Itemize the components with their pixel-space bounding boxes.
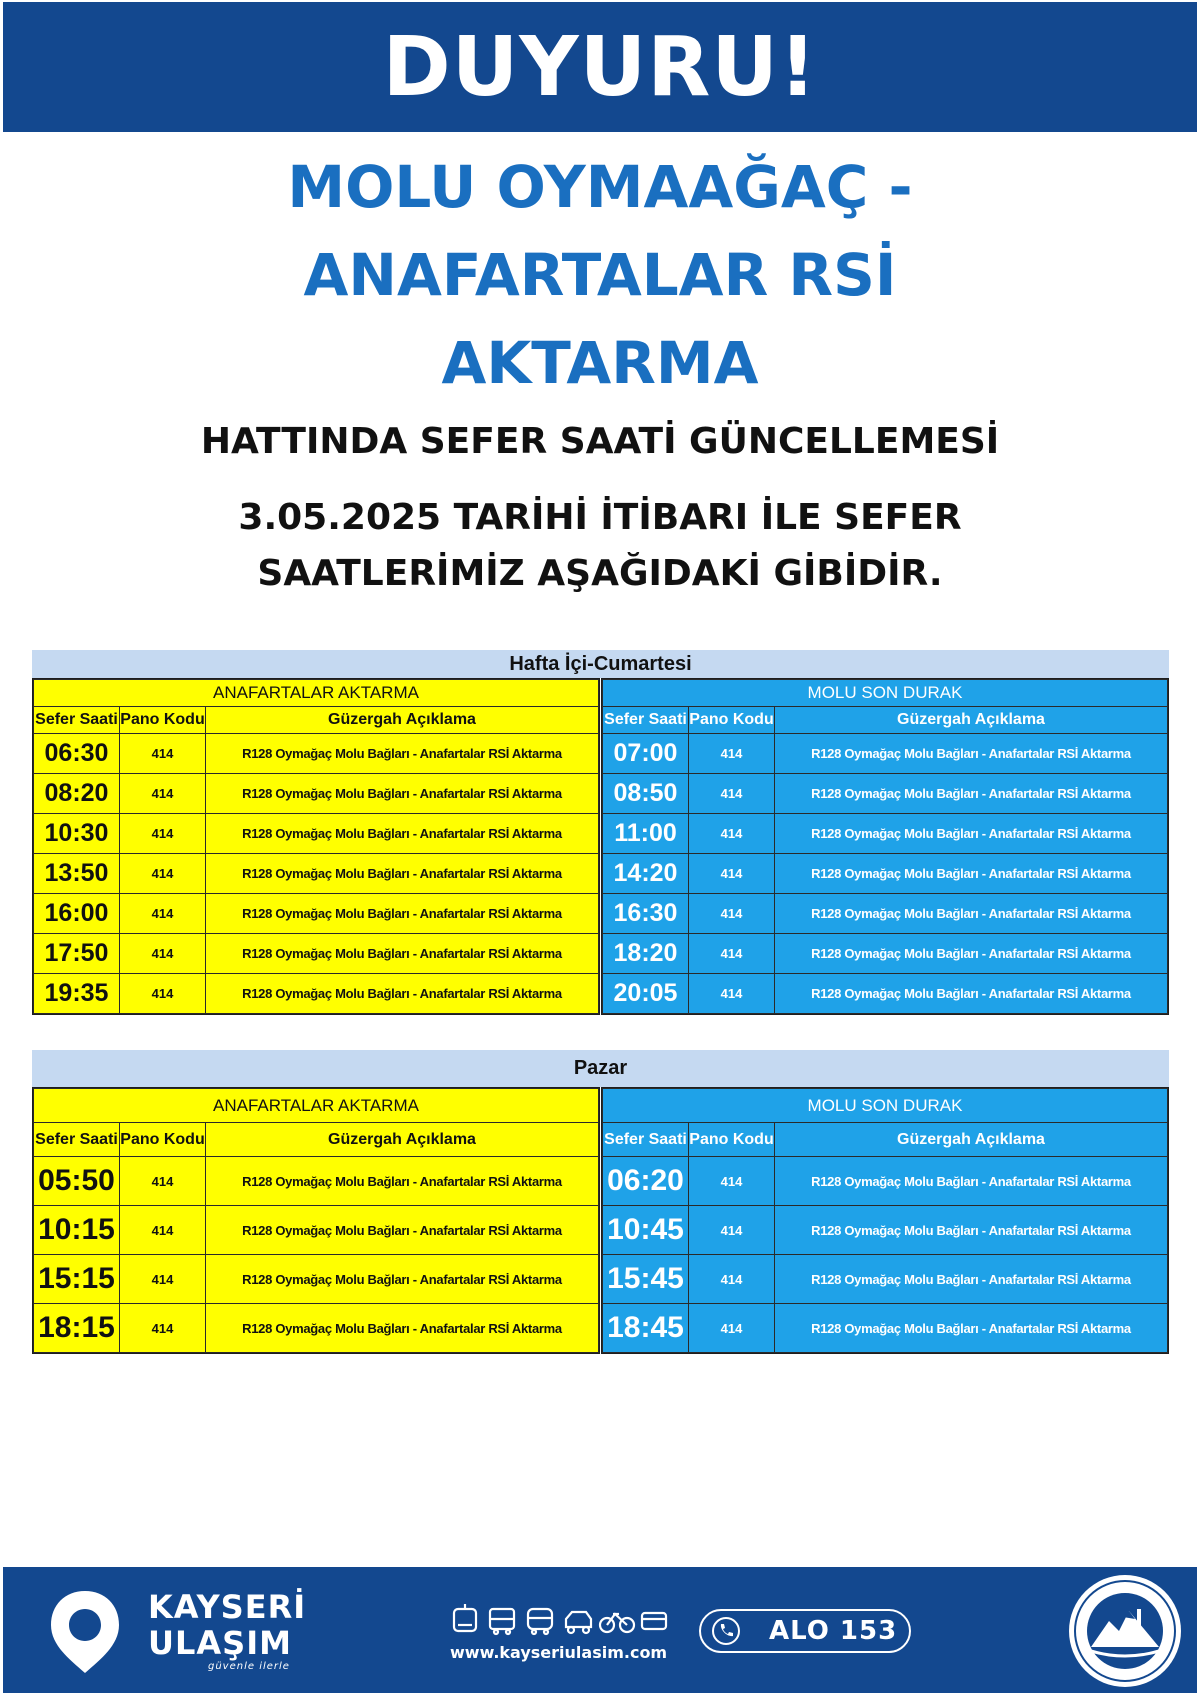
board-code: 414	[689, 974, 775, 1014]
route-description: R128 Oymağaç Molu Bağları - Anafartalar RSİ Aktarma	[206, 1157, 599, 1206]
table-row	[34, 854, 599, 894]
route-description: R128 Oymağaç Molu Bağları - Anafartalar RSİ Aktarma	[206, 1255, 599, 1304]
route-title-line-2: ANAFARTALAR RSİ	[303, 241, 897, 309]
table-row	[34, 894, 599, 934]
departure-time: 07:00	[603, 734, 689, 774]
code-column-header: Pano Kodu	[689, 1123, 775, 1157]
day-label: Hafta İçi-Cumartesi	[32, 650, 1169, 678]
departure-time: 14:20	[603, 854, 689, 894]
route-description: R128 Oymağaç Molu Bağları - Anafartalar RSİ Aktarma	[206, 1206, 599, 1255]
day-label: Pazar	[32, 1050, 1169, 1087]
anafartalar-direction-table	[32, 678, 600, 1015]
effective-date-line-2: SAATLERİMİZ AŞAĞIDAKİ GİBİDİR.	[257, 553, 943, 594]
board-code: 414	[120, 814, 206, 854]
time-column-header: Sefer Saati	[34, 1123, 120, 1157]
route-description: R128 Oymağaç Molu Bağları - Anafartalar RSİ Aktarma	[206, 974, 599, 1014]
departure-time: 18:45	[603, 1304, 689, 1353]
table-row	[603, 1255, 1168, 1304]
board-code: 414	[689, 1157, 775, 1206]
board-code: 414	[120, 894, 206, 934]
departure-time: 06:30	[34, 734, 120, 774]
table-row	[603, 734, 1168, 774]
departure-time: 06:20	[603, 1157, 689, 1206]
departure-time: 10:45	[603, 1206, 689, 1255]
departure-time: 15:45	[603, 1255, 689, 1304]
table-row	[603, 774, 1168, 814]
departure-time: 10:15	[34, 1206, 120, 1255]
update-subtitle: HATTINDA SEFER SAATİ GÜNCELLEMESİ	[200, 421, 1000, 462]
hotline-number: ALO 153	[769, 1616, 898, 1646]
route-column-header: Güzergah Açıklama	[775, 707, 1168, 734]
route-description: R128 Oymağaç Molu Bağları - Anafartalar RSİ Aktarma	[775, 1255, 1168, 1304]
tram-icon	[454, 1604, 476, 1631]
table-row	[34, 1157, 599, 1206]
route-column-header: Güzergah Açıklama	[775, 1123, 1168, 1157]
board-code: 414	[120, 734, 206, 774]
board-code: 414	[689, 1304, 775, 1353]
direction-title: ANAFARTALAR AKTARMA	[34, 680, 599, 707]
route-column-header: Güzergah Açıklama	[206, 707, 599, 734]
effective-date-note	[0, 490, 1200, 602]
board-code: 414	[120, 1157, 206, 1206]
route-description: R128 Oymağaç Molu Bağları - Anafartalar RSİ Aktarma	[206, 894, 599, 934]
table-row	[34, 1206, 599, 1255]
molu-direction-table	[601, 678, 1169, 1015]
brand-line-2: ULAŞIM	[148, 1624, 292, 1662]
board-code: 414	[120, 774, 206, 814]
anafartalar-direction-table	[32, 1087, 600, 1354]
departure-time: 18:15	[34, 1304, 120, 1353]
departure-time: 10:30	[34, 814, 120, 854]
sunday-schedule	[32, 1050, 1169, 1354]
website-link[interactable]: www.kayseriulasim.com	[450, 1643, 668, 1662]
direction-title: MOLU SON DURAK	[603, 680, 1168, 707]
board-code: 414	[689, 1255, 775, 1304]
route-description: R128 Oymağaç Molu Bağları - Anafartalar RSİ Aktarma	[775, 1304, 1168, 1353]
board-code: 414	[120, 1206, 206, 1255]
departure-time: 18:20	[603, 934, 689, 974]
route-description: R128 Oymağaç Molu Bağları - Anafartalar RSİ Aktarma	[775, 894, 1168, 934]
phone-icon	[711, 1616, 741, 1646]
board-code: 414	[689, 854, 775, 894]
announcement-banner	[3, 2, 1197, 132]
car-icon	[566, 1612, 591, 1633]
route-description: R128 Oymağaç Molu Bağları - Anafartalar RSİ Aktarma	[775, 814, 1168, 854]
table-row	[603, 974, 1168, 1014]
departure-time: 20:05	[603, 974, 689, 1014]
table-row	[34, 974, 599, 1014]
departure-time: 16:30	[603, 894, 689, 934]
route-title-line-1: MOLU OYMAAĞAÇ -	[287, 153, 913, 221]
table-row	[34, 734, 599, 774]
code-column-header: Pano Kodu	[120, 707, 206, 734]
bus-icon	[528, 1609, 552, 1634]
route-description: R128 Oymağaç Molu Bağları - Anafartalar RSİ Aktarma	[775, 774, 1168, 814]
table-row	[603, 854, 1168, 894]
time-column-header: Sefer Saati	[603, 707, 689, 734]
table-row	[603, 814, 1168, 854]
route-title-line-3: AKTARMA	[441, 329, 759, 397]
table-row	[34, 934, 599, 974]
table-row	[34, 774, 599, 814]
hotline-badge[interactable]	[699, 1609, 911, 1653]
effective-date-line-1: 3.05.2025 TARİHİ İTİBARI İLE SEFER	[238, 497, 962, 538]
brand-line-1: KAYSERİ	[148, 1588, 307, 1626]
transport-modes	[450, 1603, 670, 1637]
board-code: 414	[120, 1304, 206, 1353]
route-description: R128 Oymağaç Molu Bağları - Anafartalar RSİ Aktarma	[206, 774, 599, 814]
departure-time: 08:20	[34, 774, 120, 814]
table-row	[34, 1304, 599, 1353]
route-description: R128 Oymağaç Molu Bağları - Anafartalar RSİ Aktarma	[775, 854, 1168, 894]
route-description: R128 Oymağaç Molu Bağları - Anafartalar RSİ Aktarma	[775, 1157, 1168, 1206]
bicycle-icon	[600, 1614, 634, 1632]
route-description: R128 Oymağaç Molu Bağları - Anafartalar RSİ Aktarma	[775, 934, 1168, 974]
table-row	[603, 1206, 1168, 1255]
bus-icon	[490, 1609, 514, 1634]
direction-title: ANAFARTALAR AKTARMA	[34, 1089, 599, 1123]
route-title	[0, 143, 1200, 407]
departure-time: 13:50	[34, 854, 120, 894]
departure-time: 11:00	[603, 814, 689, 854]
route-description: R128 Oymağaç Molu Bağları - Anafartalar RSİ Aktarma	[206, 1304, 599, 1353]
weekday-schedule	[32, 650, 1169, 1015]
board-code: 414	[120, 934, 206, 974]
board-code: 414	[689, 734, 775, 774]
departure-time: 17:50	[34, 934, 120, 974]
board-code: 414	[689, 934, 775, 974]
board-code: 414	[120, 854, 206, 894]
board-code: 414	[689, 774, 775, 814]
kayseri-ulasim-logo-icon	[47, 1587, 123, 1675]
route-description: R128 Oymağaç Molu Bağları - Anafartalar RSİ Aktarma	[206, 934, 599, 974]
departure-time: 19:35	[34, 974, 120, 1014]
table-row	[603, 934, 1168, 974]
route-description: R128 Oymağaç Molu Bağları - Anafartalar RSİ Aktarma	[775, 1206, 1168, 1255]
board-code: 414	[689, 894, 775, 934]
table-row	[34, 1255, 599, 1304]
route-description: R128 Oymağaç Molu Bağları - Anafartalar RSİ Aktarma	[206, 734, 599, 774]
footer-bar	[3, 1567, 1197, 1693]
table-row	[603, 1157, 1168, 1206]
table-row	[603, 894, 1168, 934]
time-column-header: Sefer Saati	[603, 1123, 689, 1157]
departure-time: 16:00	[34, 894, 120, 934]
brand-tagline: güvenle ilerle	[208, 1661, 290, 1672]
route-description: R128 Oymağaç Molu Bağları - Anafartalar RSİ Aktarma	[206, 854, 599, 894]
code-column-header: Pano Kodu	[689, 707, 775, 734]
municipality-seal-icon	[1067, 1573, 1183, 1689]
code-column-header: Pano Kodu	[120, 1123, 206, 1157]
time-column-header: Sefer Saati	[34, 707, 120, 734]
route-description: R128 Oymağaç Molu Bağları - Anafartalar RSİ Aktarma	[206, 814, 599, 854]
board-code: 414	[689, 814, 775, 854]
board-code: 414	[689, 1206, 775, 1255]
table-row	[34, 814, 599, 854]
board-code: 414	[120, 1255, 206, 1304]
brand-wordmark	[148, 1589, 306, 1672]
route-description: R128 Oymağaç Molu Bağları - Anafartalar RSİ Aktarma	[775, 974, 1168, 1014]
table-row	[603, 1304, 1168, 1353]
departure-time: 08:50	[603, 774, 689, 814]
direction-title: MOLU SON DURAK	[603, 1089, 1168, 1123]
card-icon	[642, 1613, 666, 1629]
announcement-title: DUYURU!	[382, 19, 818, 115]
molu-direction-table	[601, 1087, 1169, 1354]
board-code: 414	[120, 974, 206, 1014]
departure-time: 05:50	[34, 1157, 120, 1206]
route-column-header: Güzergah Açıklama	[206, 1123, 599, 1157]
departure-time: 15:15	[34, 1255, 120, 1304]
route-description: R128 Oymağaç Molu Bağları - Anafartalar RSİ Aktarma	[775, 734, 1168, 774]
